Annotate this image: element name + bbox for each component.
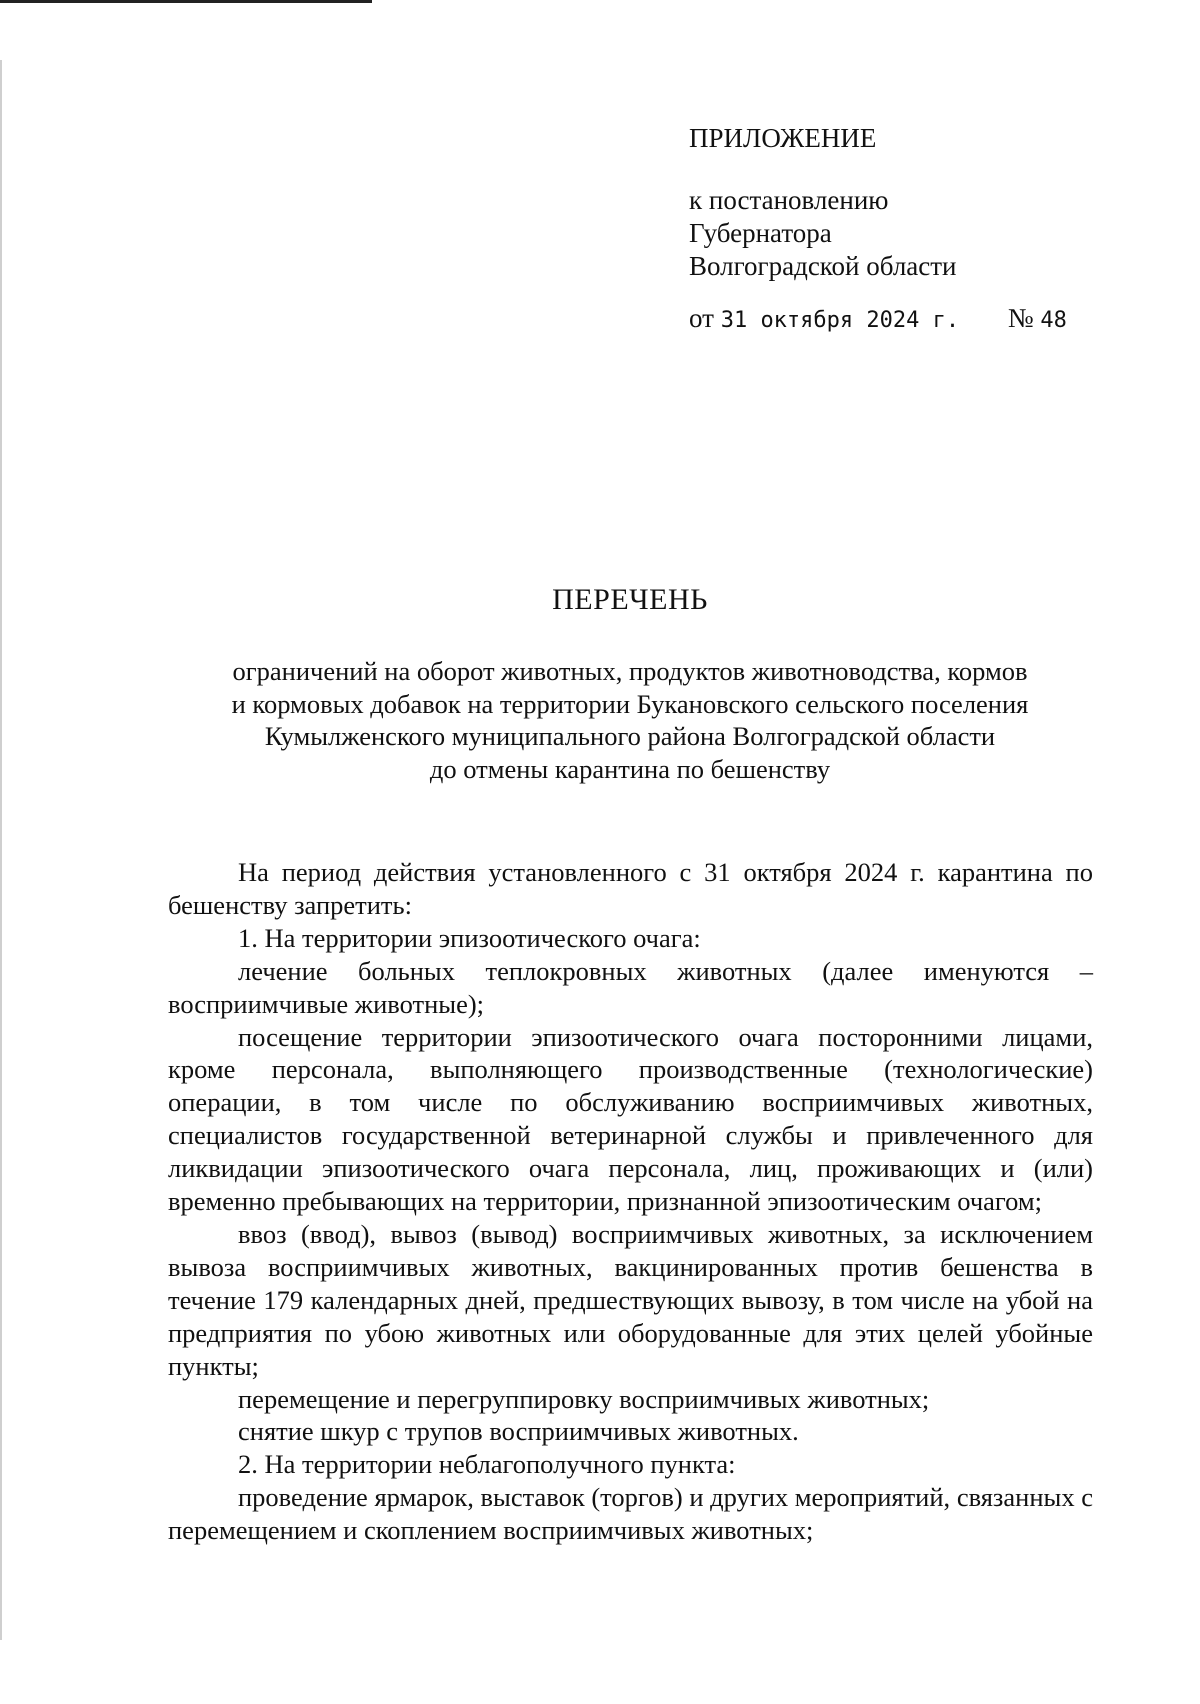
subtitle-line: до отмены карантина по бешенству	[429, 753, 831, 784]
document-subtitle	[168, 655, 1092, 785]
date-prefix: от	[689, 303, 714, 333]
body-paragraph: лечение больных теплокровных животных (далее именуются – восприимчивые животные);	[168, 955, 1093, 1019]
appendix-ref-line: Губернатора	[689, 218, 832, 248]
body-paragraph: снятие шкур с трупов восприимчивых животных.	[238, 1416, 799, 1447]
decree-date-line	[689, 302, 1067, 337]
section-heading-1: 1. На территории эпизоотического очага:	[238, 922, 701, 953]
body-paragraph: На период действия установленного с 31 октября 2024 г. карантина по бешенству запретить:	[168, 857, 1093, 920]
decree-number: 48	[1040, 308, 1067, 333]
scan-edge-left	[0, 60, 2, 1640]
body-paragraph: проведение ярмарок, выставок (торгов) и других мероприятий, связанных с перемещением и скоплением восприимчивых животных;	[168, 1482, 1093, 1546]
appendix-ref-line: к постановлению	[689, 185, 889, 215]
appendix-reference	[689, 184, 1067, 283]
appendix-heading: ПРИЛОЖЕНИЕ	[689, 123, 877, 153]
body-paragraph: ввоз (ввод), вывоз (вывод) восприимчивых животных, за исключением вывоза восприимчивых животных, вакцинированных против бешенства в течение 179 календарных дней, предшествующих вывозу, в том числе на убой на предприятия по убою животных или оборудованные для этих целей убойные пункты;	[168, 1218, 1093, 1381]
subtitle-line: ограничений на оборот животных, продуктов животноводства, кормов	[232, 656, 1028, 686]
subtitle-line: и кормовых добавок на территории Букановского сельского поселения	[231, 688, 1029, 719]
decree-date: 31 октября 2024 г.	[720, 308, 960, 333]
appendix-ref-line: Волгоградской области	[689, 251, 957, 281]
number-sign: №	[1007, 303, 1034, 333]
document-body	[168, 856, 1093, 1547]
subtitle-line: Кумылженского муниципального района Волгоградской области	[264, 721, 996, 751]
section-heading-2: 2. На территории неблагополучного пункта:	[238, 1449, 736, 1480]
body-paragraph: перемещение и перегруппировку восприимчивых животных;	[238, 1383, 930, 1414]
document-title: ПЕРЕЧЕНЬ	[552, 583, 708, 616]
body-paragraph: посещение территории эпизоотического очага посторонними лицами, кроме персонала, выполняющего производственные (технологические) операции, в том числе по обслуживанию восприимчивых животных, специалистов государственной ветеринарной службы и привлеченного для ликвидации эпизоотического очага персонала, лиц, проживающих и (или) временно пребывающих на территории, признанной эпизоотическим очагом;	[168, 1021, 1093, 1217]
appendix-block	[689, 122, 1067, 337]
scan-edge-top	[0, 0, 372, 3]
